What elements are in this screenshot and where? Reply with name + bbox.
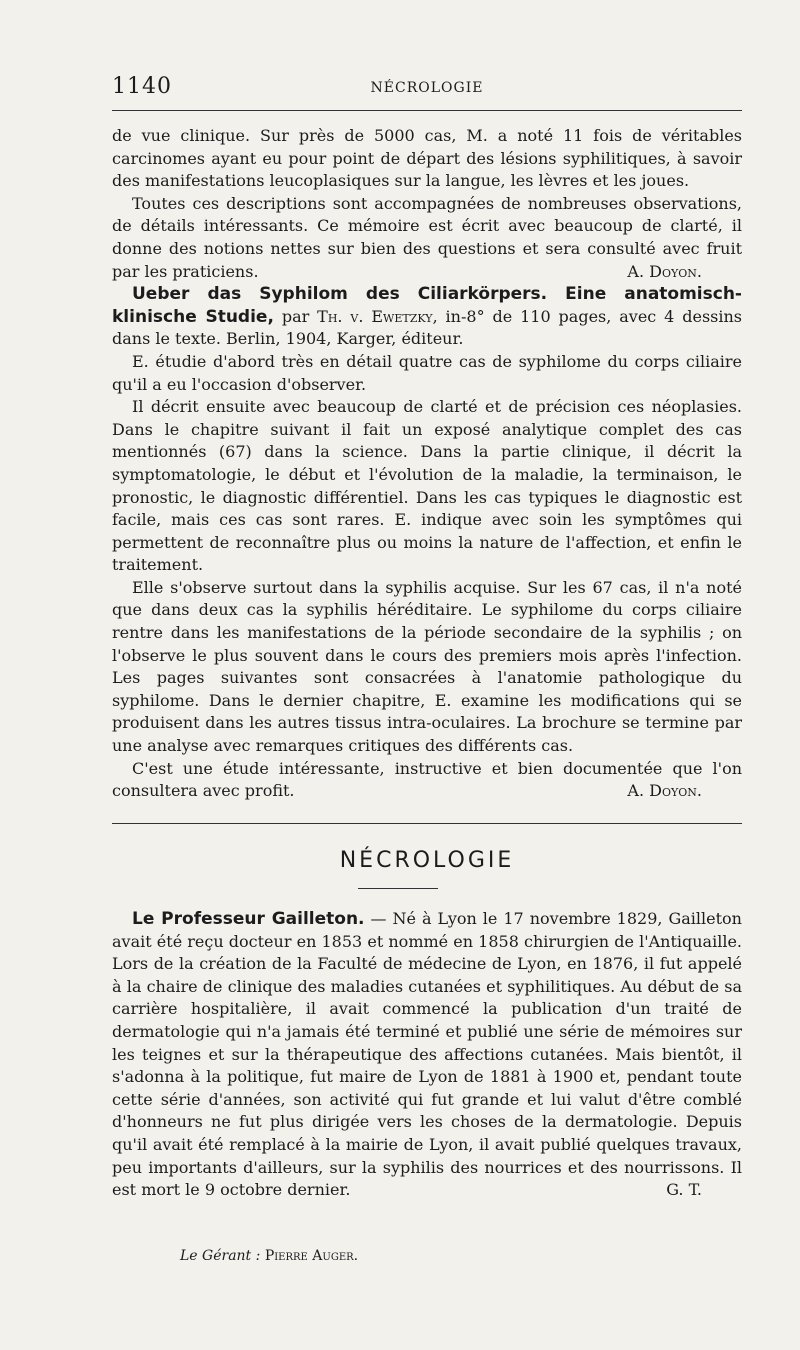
book-par: par	[273, 306, 318, 326]
review2-paragraph-1: E. étudie d'abord très en détail quatre cas de syphilome du corps ciliaire qu'il a eu l'occasion d'observer.	[112, 351, 742, 394]
obituary-signature: G. T.	[666, 1180, 702, 1200]
book-details: , in-8° de 110 pages, avec 4 dessins dans le texte. Berlin, 1904, Karger, éditeur.	[112, 306, 743, 349]
review1-signature: A. Doyon.	[627, 261, 702, 281]
reviews-section	[112, 125, 742, 803]
review1-paragraph-2-text: Toutes ces descriptions sont accompagnées de nombreuses observations, de détails intéressants. Ce mémoire est écrit avec beaucoup de clarté, il donne des notions nettes sur bien des questions et sera consulté avec fruit par les praticiens.	[112, 193, 742, 281]
running-title: NÉCROLOGIE	[370, 80, 484, 96]
book-author: Th. v. Ewetzky	[317, 306, 433, 326]
page-header	[112, 74, 742, 104]
book-title: Ueber das Syphilom des Ciliarkörpers. Eine anatomisch-klinische Studie,	[112, 284, 742, 327]
review1-paragraph-2	[112, 193, 742, 283]
title-underline	[358, 888, 438, 889]
obituary-name: Le Professeur Gailleton.	[132, 909, 365, 929]
review2-paragraph-3: Elle s'observe surtout dans la syphilis acquise. Sur les 67 cas, il n'a noté que dans deux cas la syphilis héréditaire. Le syphilome du corps ciliaire rentre dans les manifestations de la période secondaire de la syphilis ; on l'observe le plus souvent dans le cours des premiers mois après l'infection. Les pages suivantes sont consacrées à l'anatomie pathologique du syphilome. Dans le dernier chapitre, E. examine les modifications qui se produisent dans les autres tissus intra-oculaires. La brochure se termine par une analyse avec remarques critiques des différents cas.	[112, 577, 742, 756]
review2-signature: A. Doyon.	[627, 781, 702, 801]
page-number: 1140	[112, 74, 172, 99]
header-rule	[112, 110, 742, 111]
review2-paragraph-4-text: C'est une étude intéressante, instructive et bien documentée que l'on consultera avec profit.	[112, 758, 742, 801]
necrologie-section	[112, 908, 742, 1202]
gerant-label: Le Gérant :	[180, 1248, 261, 1264]
gerant-name: Pierre Auger.	[264, 1248, 359, 1264]
obituary-paragraph	[112, 908, 742, 1202]
review2-heading	[112, 283, 742, 351]
necrologie-title: NÉCROLOGIE	[339, 848, 515, 873]
gerant-line	[180, 1248, 358, 1264]
review2-paragraph-2: Il décrit ensuite avec beaucoup de clarté et de précision ces néoplasies. Dans le chapitre suivant il fait un exposé analytique complet des cas mentionnés (67) dans la science. Dans la partie clinique, il décrit la symptomatologie, le début et l'évolution de la maladie, la terminaison, le pronostic, le diagnostic différentiel. Dans les cas typiques le diagnostic est facile, mais ces cas sont rares. E. indique avec soin les symptômes qui permettent de reconnaître plus ou moins la nature de l'affection, et enfin le traitement.	[112, 397, 742, 575]
obituary-text: — Né à Lyon le 17 novembre 1829, Gailleton avait été reçu docteur en 1853 et nommé en 1858 chirurgien de l'Antiquaille. Lors de la création de la Faculté de médecine de Lyon, en 1876, il fut appelé à la chaire de clinique des maladies cutanées et syphilitiques. Au début de sa carrière hospitalière, il avait commencé la publication d'un traité de dermatologie qui n'a jamais été terminé et publié une série de mémoires sur les teignes et sur la thérapeutique des affections cutanées. Mais bientôt, il s'adonna à la politique, fut maire de Lyon de 1881 à 1900 et, pendant toute cette série d'années, son activité qui fut grande et lui valut d'être comblé d'honneurs ne fut plus dirigée vers les choses de la dermatologie. Depuis qu'il avait été remplacé à la mairie de Lyon, il avait publié quelques travaux, peu importants d'ailleurs, sur la syphilis des nourrices et des nourrissons. Il est mort le 9 octobre dernier.	[112, 909, 742, 1200]
review2-paragraph-4	[112, 758, 742, 803]
section-rule	[112, 823, 742, 824]
review1-paragraph-1: de vue clinique. Sur près de 5000 cas, M. a noté 11 fois de véritables carcinomes ayant eu pour point de départ des lésions syphilitiques, à savoir des manifestations leucoplasiques sur la langue, les lèvres et les joues.	[112, 126, 742, 191]
